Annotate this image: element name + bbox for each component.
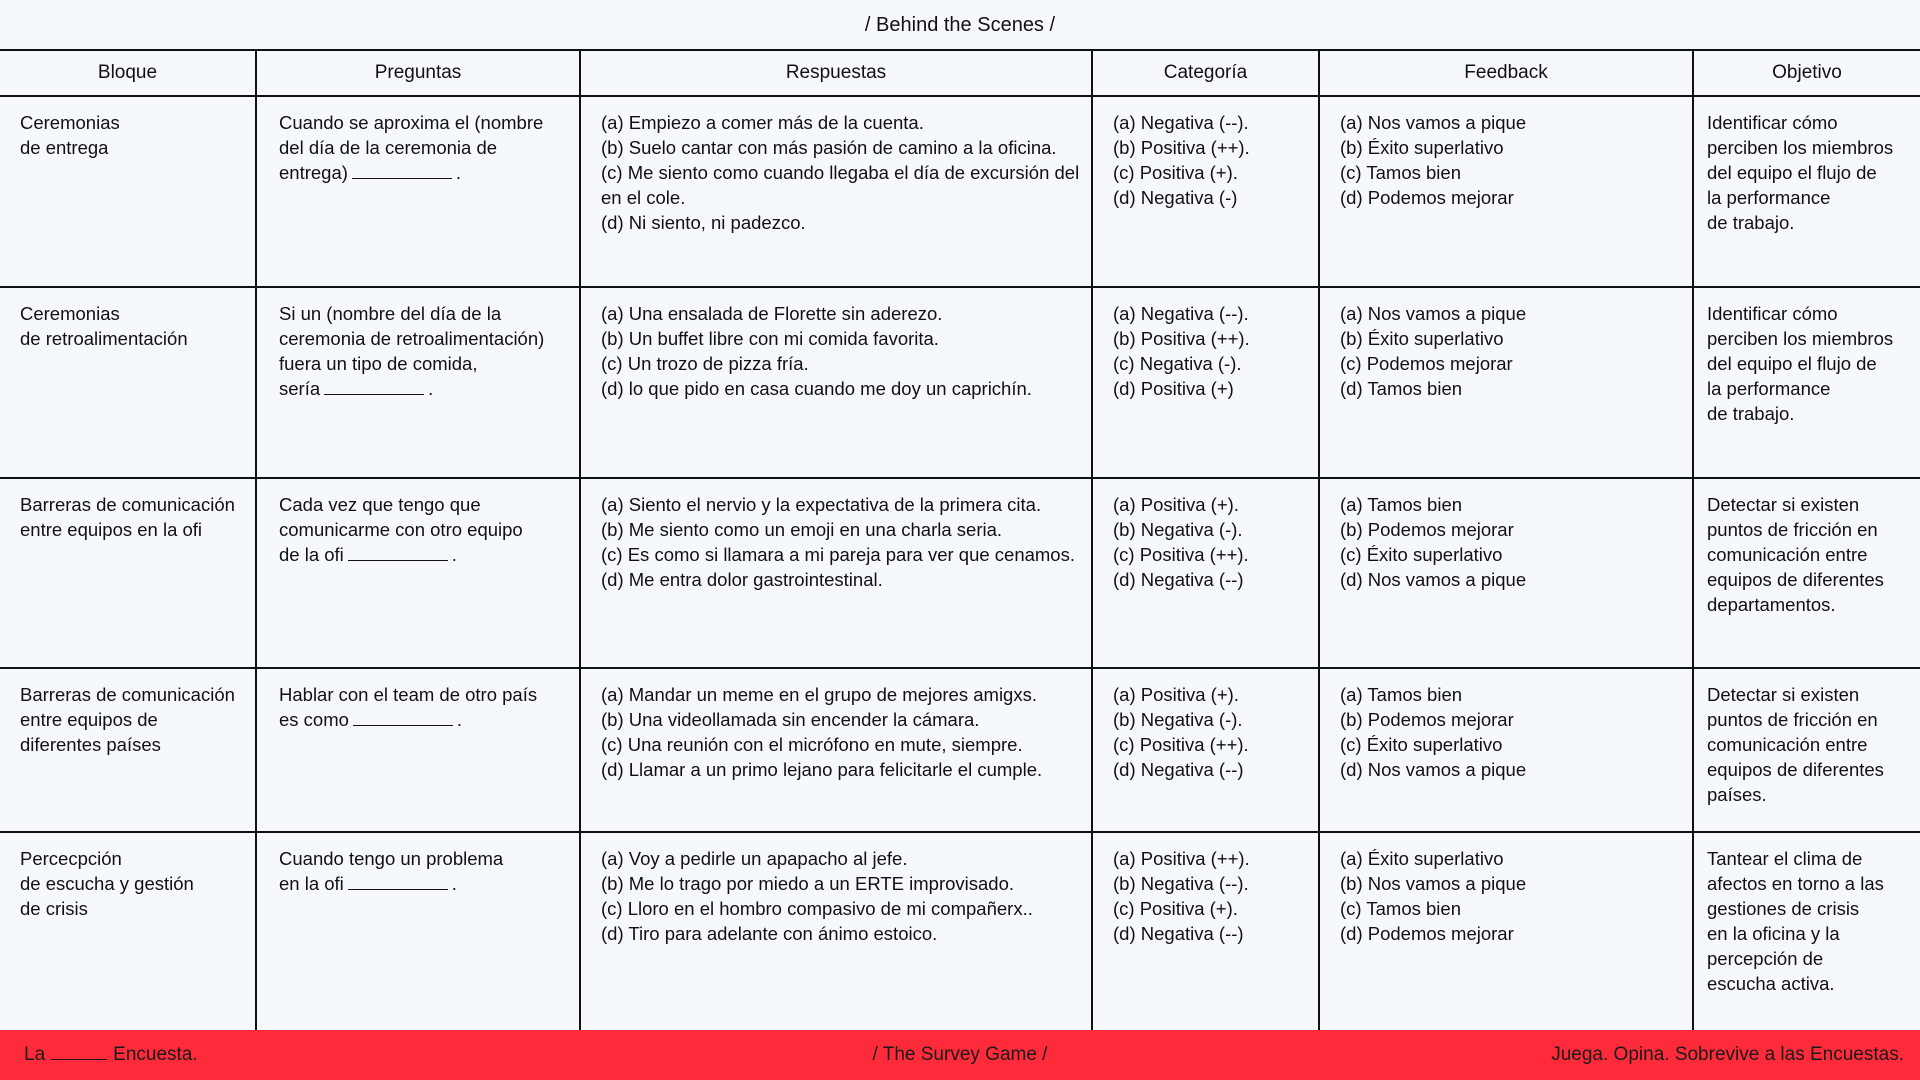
cell-objetivo: Detectar si existen puntos de fricción en comunicación entre equipos de diferentes departamentos. <box>1693 478 1920 668</box>
header-categoria: Categoría <box>1092 50 1319 96</box>
answer-blank <box>324 378 424 395</box>
cell-pregunta <box>256 96 580 287</box>
pregunta-text: Cuando tengo un problema en la ofi <box>279 848 504 894</box>
cell-objetivo: Detectar si existen puntos de fricción en comunicación entre equipos de diferentes países. <box>1693 668 1920 832</box>
cell-bloque: Ceremonias de retroalimentación <box>0 287 256 478</box>
header-objetivo: Objetivo <box>1693 50 1920 96</box>
header-feedback: Feedback <box>1319 50 1693 96</box>
table-row <box>0 478 1920 668</box>
cell-pregunta <box>256 668 580 832</box>
table-row <box>0 668 1920 832</box>
cell-bloque: Ceremonias de entrega <box>0 96 256 287</box>
cell-respuestas: (a) Voy a pedirle un apapacho al jefe. (b) Me lo trago por miedo a un ERTE improvisado. (c) Lloro en el hombro compasivo de mi compañerx.. (d) Tiro para adelante con ánimo estoico. <box>580 832 1092 1033</box>
footer-center-title: / The Survey Game / <box>872 1044 1048 1065</box>
cell-respuestas: (a) Mandar un meme en el grupo de mejores amigxs. (b) Una videollamada sin encender la cámara. (c) Una reunión con el micrófono en mute, siempre. (d) Llamar a un primo lejano para felicitarle el cumple. <box>580 668 1092 832</box>
cell-objetivo: Identificar cómo perciben los miembros del equipo el flujo de la performance de trabajo. <box>1693 287 1920 478</box>
cell-categoria: (a) Negativa (--). (b) Positiva (++). (c) Negativa (-). (d) Positiva (+) <box>1092 287 1319 478</box>
cell-pregunta <box>256 287 580 478</box>
answer-blank <box>352 162 452 179</box>
cell-pregunta <box>256 832 580 1033</box>
cell-categoria: (a) Positiva (+). (b) Negativa (-). (c) Positiva (++). (d) Negativa (--) <box>1092 668 1319 832</box>
pregunta-end: . <box>428 378 434 399</box>
cell-categoria: (a) Positiva (++). (b) Negativa (--). (c) Positiva (+). (d) Negativa (--) <box>1092 832 1319 1033</box>
pregunta-end: . <box>451 873 457 894</box>
cell-respuestas: (a) Siento el nervio y la expectativa de la primera cita. (b) Me siento como un emoji en una charla seria. (c) Es como si llamara a mi pareja para ver que cenamos. (d) Me entra dolor gastrointestinal. <box>580 478 1092 668</box>
pregunta-text: Si un (nombre del día de la ceremonia de retroalimentación) fuera un tipo de comida, sería <box>279 303 545 399</box>
footer-bar <box>0 1030 1920 1080</box>
cell-categoria: (a) Negativa (--). (b) Positiva (++). (c) Positiva (+). (d) Negativa (-) <box>1092 96 1319 287</box>
table-header-row <box>0 50 1920 96</box>
cell-respuestas: (a) Una ensalada de Florette sin aderezo. (b) Un buffet libre con mi comida favorita. (c) Un trozo de pizza fría. (d) lo que pido en casa cuando me doy un caprichín. <box>580 287 1092 478</box>
header-preguntas: Preguntas <box>256 50 580 96</box>
cell-bloque: Barreras de comunicación entre equipos en la ofi <box>0 478 256 668</box>
cell-feedback: (a) Tamos bien (b) Podemos mejorar (c) Éxito superlativo (d) Nos vamos a pique <box>1319 668 1693 832</box>
cell-bloque: Percecpción de escucha y gestión de crisis <box>0 832 256 1033</box>
cell-objetivo: Tantear el clima de afectos en torno a las gestiones de crisis en la oficina y la percepción de escucha activa. <box>1693 832 1920 1033</box>
answer-blank <box>348 873 448 890</box>
cell-feedback: (a) Nos vamos a pique (b) Éxito superlativo (c) Podemos mejorar (d) Tamos bien <box>1319 287 1693 478</box>
footer-tagline: Juega. Opina. Sobrevive a las Encuestas. <box>1551 1044 1904 1065</box>
cell-bloque: Barreras de comunicación entre equipos de diferentes países <box>0 668 256 832</box>
pregunta-end: . <box>451 544 457 565</box>
cell-categoria: (a) Positiva (+). (b) Negativa (-). (c) Positiva (++). (d) Negativa (--) <box>1092 478 1319 668</box>
pregunta-end: . <box>455 162 462 183</box>
footer-brand-post: Encuesta. <box>113 1044 198 1065</box>
cell-objetivo: Identificar cómo perciben los miembros del equipo el flujo de la performance de trabajo. <box>1693 96 1920 287</box>
pregunta-text: Hablar con el team de otro país es como <box>279 684 538 730</box>
table-row <box>0 96 1920 287</box>
header-respuestas: Respuestas <box>580 50 1092 96</box>
pregunta-text: Cuando se aproxima el (nombre del día de la ceremonia de entrega) <box>279 112 544 183</box>
pregunta-end: . <box>456 709 463 730</box>
cell-feedback: (a) Éxito superlativo (b) Nos vamos a pique (c) Tamos bien (d) Podemos mejorar <box>1319 832 1693 1033</box>
pregunta-text: Cada vez que tengo que comunicarme con otro equipo de la ofi <box>279 494 523 565</box>
cell-feedback: (a) Nos vamos a pique (b) Éxito superlativo (c) Tamos bien (d) Podemos mejorar <box>1319 96 1693 287</box>
header-bloque: Bloque <box>0 50 256 96</box>
footer-brand-pre: La <box>24 1044 46 1065</box>
table-row <box>0 287 1920 478</box>
answer-blank <box>353 709 453 726</box>
table-row <box>0 832 1920 1033</box>
page-title: / Behind the Scenes / <box>864 14 1056 36</box>
survey-table <box>0 49 1920 1034</box>
answer-blank <box>348 544 448 561</box>
cell-feedback: (a) Tamos bien (b) Podemos mejorar (c) Éxito superlativo (d) Nos vamos a pique <box>1319 478 1693 668</box>
cell-pregunta <box>256 478 580 668</box>
cell-respuestas: (a) Empiezo a comer más de la cuenta. (b) Suelo cantar con más pasión de camino a la oficina. (c) Me siento como cuando llegaba el día de excursión del en el cole. (d) Ni siento, ni padezco. <box>580 96 1092 287</box>
